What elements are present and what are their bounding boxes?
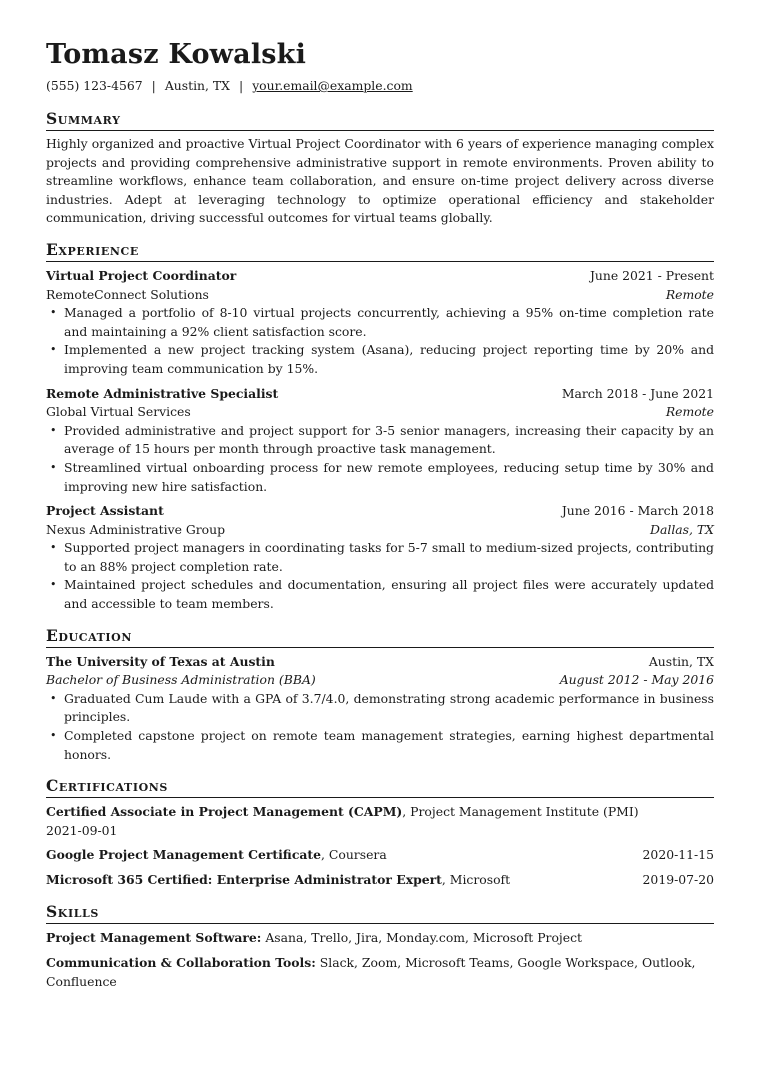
certification-date: 2021-09-01: [46, 822, 118, 838]
job-bullets: [46, 304, 714, 378]
job-entry: [46, 502, 714, 614]
job-role: Virtual Project Coordinator: [46, 267, 237, 283]
job-bullets: [46, 422, 714, 496]
skills-section: [46, 902, 714, 992]
location: Austin, TX: [164, 78, 230, 93]
education-section: [46, 626, 714, 765]
skill-entry: [46, 954, 714, 991]
certification-name: Microsoft 365 Certified: Enterprise Administrator Expert: [46, 872, 442, 887]
job-role: Remote Administrative Specialist: [46, 385, 279, 401]
school-location: Austin, TX: [648, 653, 714, 669]
certification-name: Certified Associate in Project Management (CAPM): [46, 804, 403, 820]
job-location: Remote: [665, 286, 714, 302]
summary-section: [46, 109, 714, 228]
certification-issuer: , Project Management Institute (PMI): [402, 804, 639, 820]
skill-list: Asana, Trello, Jira, Monday.com, Microsoft Project: [261, 929, 583, 945]
list-item: • Supported project managers in coordinating tasks for 5-7 small to medium-sized projects, contributing to an 88% project completion rate.: [64, 539, 714, 576]
list-item: • Maintained project schedules and documentation, ensuring all project files were accurately updated and accessible to team members.: [64, 576, 714, 613]
certification-issuer: , Microsoft: [441, 872, 511, 887]
job-company: Global Virtual Services: [46, 404, 191, 420]
job-dates: March 2018 - June 2021: [561, 385, 714, 401]
section-title-experience: Experience: [46, 240, 714, 262]
certification-name: Google Project Management Certificate: [46, 847, 321, 863]
certification-entry: [46, 871, 714, 890]
list-item: • Streamlined virtual onboarding process for new remote employees, reducing setup time by 30% and improving new hire satisfaction.: [64, 459, 714, 496]
certification-date: 2019-07-20: [642, 872, 714, 887]
education-dates: August 2012 - May 2016: [559, 672, 714, 688]
school-name: The University of Texas at Austin: [46, 653, 275, 669]
section-title-certifications: Certifications: [46, 776, 714, 798]
certifications-section: [46, 776, 714, 889]
education-entry: [46, 653, 714, 765]
candidate-name: Tomasz Kowalski: [46, 39, 307, 70]
skill-category: Project Management Software:: [46, 929, 262, 945]
summary-text: Highly organized and proactive Virtual Project Coordinator with 6 years of experience managing complex projects and providing comprehensive administrative support in remote environments. Proven ability to streamline workflows, enhance team collaboration, and ensure on-time project delivery across diverse industries. Adept at leveraging technology to optimize operational efficiency and stakeholder communication, driving successful outcomes for virtual teams globally.: [46, 136, 714, 226]
skill-entry: [46, 929, 714, 948]
list-item: • Implemented a new project tracking system (Asana), reducing project reporting time by 20% and improving team communication by 15%.: [64, 341, 714, 378]
separator: |: [151, 78, 156, 93]
job-company: Nexus Administrative Group: [46, 521, 226, 537]
certification-issuer: , Coursera: [321, 847, 387, 863]
skill-category: Communication & Collaboration Tools:: [46, 955, 316, 971]
degree: Bachelor of Business Administration (BBA): [46, 672, 316, 688]
job-bullets: [46, 539, 714, 613]
job-dates: June 2016 - March 2018: [561, 503, 714, 519]
skill-list: Slack, Zoom, Microsoft Teams, Google Workspace, Outlook, Confluence: [46, 955, 696, 989]
contact-line: [46, 77, 714, 95]
certification-date: 2020-11-15: [642, 847, 714, 863]
section-title-summary: Summary: [46, 109, 714, 131]
job-entry: [46, 385, 714, 497]
email-link[interactable]: your.email@example.com: [252, 78, 413, 93]
section-title-skills: Skills: [46, 902, 714, 924]
job-dates: June 2021 - Present: [589, 267, 714, 283]
list-item: • Completed capstone project on remote team management strategies, earning highest departmental honors.: [64, 727, 714, 764]
phone-number: (555) 123-4567: [46, 78, 143, 93]
job-role: Project Assistant: [46, 503, 164, 519]
experience-section: [46, 240, 714, 614]
section-title-education: Education: [46, 626, 714, 648]
certification-entry: [46, 846, 714, 865]
list-item: • Managed a portfolio of 8-10 virtual projects concurrently, achieving a 95% on-time completion rate and maintaining a 92% client satisfaction score.: [64, 304, 714, 341]
list-item: • Provided administrative and project support for 3-5 senior managers, increasing their capacity by an average of 15 hours per month through proactive task management.: [64, 422, 714, 459]
list-item: • Graduated Cum Laude with a GPA of 3.7/4.0, demonstrating strong academic performance in business principles.: [64, 690, 714, 727]
job-entry: [46, 267, 714, 379]
job-location: Remote: [665, 404, 714, 420]
certification-entry: [46, 803, 714, 840]
education-bullets: [46, 690, 714, 764]
job-location: Dallas, TX: [650, 521, 714, 537]
separator: |: [239, 78, 244, 93]
job-company: RemoteConnect Solutions: [46, 286, 209, 302]
